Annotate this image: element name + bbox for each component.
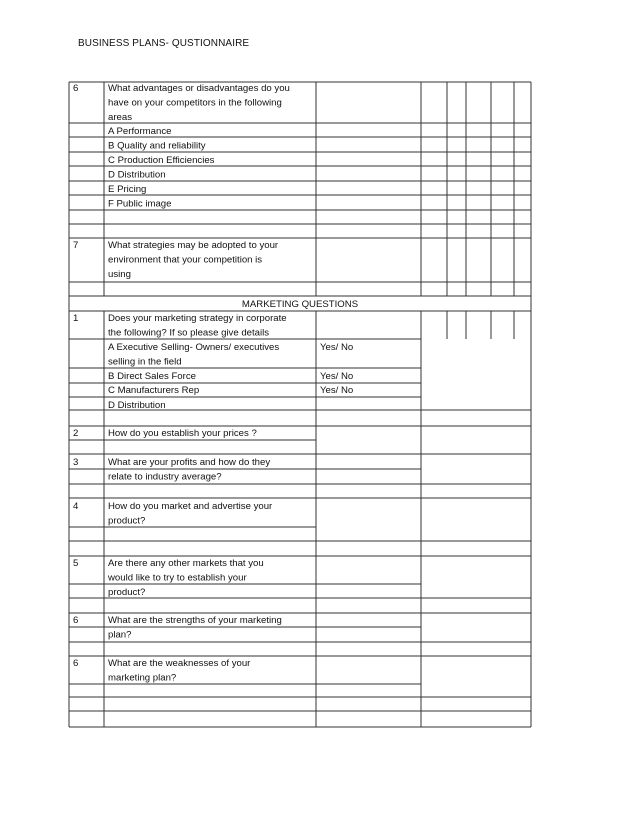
yes-no-answer: Yes/ No bbox=[320, 342, 354, 353]
question-text: Are there any other markets that you bbox=[108, 558, 264, 569]
question-number: 4 bbox=[73, 501, 79, 512]
question-number: 6 bbox=[73, 615, 79, 626]
area-option-label: C Production Efficiencies bbox=[108, 155, 215, 166]
question-text: What are your profits and how do they bbox=[108, 457, 271, 468]
question-number: 3 bbox=[73, 457, 79, 468]
question-text: would like to try to establish your bbox=[108, 572, 247, 584]
area-option-label: A Performance bbox=[108, 126, 172, 137]
question-text: environment that your competition is bbox=[108, 254, 263, 266]
question-text: How do you establish your prices ? bbox=[108, 428, 257, 439]
yes-no-answer: Yes/ No bbox=[320, 385, 354, 396]
question-number: 5 bbox=[73, 558, 79, 569]
option-label: C Manufacturers Rep bbox=[108, 385, 200, 396]
option-label: D Distribution bbox=[108, 400, 166, 411]
question-text: What are the weaknesses of your bbox=[108, 658, 251, 669]
question-number: 6 bbox=[73, 83, 79, 94]
question-text: plan? bbox=[108, 629, 132, 641]
yes-no-answer: Yes/ No bbox=[320, 371, 354, 382]
question-number: 7 bbox=[73, 240, 79, 251]
option-label: selling in the field bbox=[108, 356, 182, 368]
question-number: 6 bbox=[73, 658, 79, 669]
question-text: the following? If so please give details bbox=[108, 327, 270, 339]
question-number: 1 bbox=[73, 313, 79, 324]
question-text: relate to industry average? bbox=[108, 471, 222, 483]
question-text: product? bbox=[108, 515, 146, 527]
question-number: 2 bbox=[73, 428, 79, 439]
area-option-label: F Public image bbox=[108, 198, 172, 210]
document-title: BUSINESS PLANS- QUSTIONNAIRE bbox=[78, 38, 250, 49]
area-option-label: E Pricing bbox=[108, 184, 147, 195]
area-option-label: D Distribution bbox=[108, 169, 166, 181]
question-text: product? bbox=[108, 587, 146, 598]
question-text: using bbox=[108, 269, 131, 280]
question-text: areas bbox=[108, 112, 132, 123]
question-text: How do you market and advertise your bbox=[108, 501, 273, 512]
option-label: B Direct Sales Force bbox=[108, 371, 196, 382]
question-text: What are the strengths of your marketing bbox=[108, 615, 282, 626]
area-option-label: B Quality and reliability bbox=[108, 140, 206, 152]
question-text: What strategies may be adopted to your bbox=[108, 240, 279, 251]
question-text: marketing plan? bbox=[108, 672, 177, 684]
question-text: What advantages or disadvantages do you bbox=[108, 83, 290, 94]
question-text: Does your marketing strategy in corporate bbox=[108, 313, 287, 324]
question-text: have on your competitors in the following bbox=[108, 97, 282, 109]
section-heading: MARKETING QUESTIONS bbox=[241, 299, 359, 310]
option-label: A Executive Selling- Owners/ executives bbox=[108, 342, 280, 353]
